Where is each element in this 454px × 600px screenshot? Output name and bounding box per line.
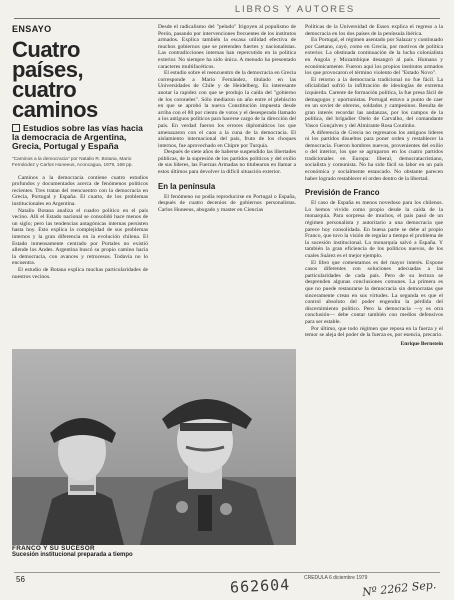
section-header: LIBROS Y AUTORES: [234, 4, 356, 15]
title-line-2: cuatro caminos: [12, 77, 98, 122]
paragraph: Políticas de la Universidad de Essex explica el regreso a la democracia en los dos países de la península ibérica.: [305, 24, 443, 37]
paragraph: El fenómeno no podía reproducirse en Portugal o España, después de cuatro decenios de gobiernos personalistas. Carlos Huneeus, abogado y master en Ciencias: [158, 193, 296, 213]
paragraph: En Portugal, el régimen asentado por Salazar y continuado por Caetano, cayó, como en Grecia, por motivos de política exterior. La obstinada continuación de la lucha colonialista en Angola y Mozambique desangró al país. Humana y económicamente. Fueron aquí los propios institutos armados los que provocaron el término violento del "Estado Novo".: [305, 37, 443, 77]
column-3: [305, 24, 443, 347]
paragraph: El retorno a la democracia tradicional no fue fácil. La oficialidad sufrió la infiltración de ideologías de extrema izquierda. Carente de formación política, la fue presa fácil de demagogos y oportunistas. Portugal estuvo a punto de caer en un soviet de obreros, soldados y campesinos. Resulta de gran interés recordar las andanzas, por los campos de la política, del brigadier Otelo de Carvalho, del comandante Vasco Gonçalves y del Almirante Rosa Coutinho.: [305, 76, 443, 129]
paragraph: Después de siete años de haberse suspendido las libertades públicas, de la supresión de los partidos políticos y del exilio de sus líderes, las Fuerzas Armadas no titubearon en llamar a estos últimos para devolver la difícil situación exterior.: [158, 149, 296, 176]
paragraph: El caso de España es menos novedoso para los chilenos. Lo hemos vivido como propio desde la caída de la monarquía. Para sorpresa de muchos, el país pasó de un régimen personalista y autoritario a una democracia que parece hoy consolidada. En buena parte se debe al propio Franco, que tuvo la visión de regular a tiempo el problema de la sucesión institucional. La monarquía salvó a España. Y también la gran eficiencia de los políticos nuevos, de los cuales Suárez es el mejor ejemplo.: [305, 200, 443, 259]
column-1-text: [12, 175, 148, 281]
subhead-franco: Previsión de Franco: [305, 188, 380, 198]
page-number: 56: [16, 575, 25, 584]
column-2b-text: [158, 194, 296, 214]
paragraph: Desde el radicalismo del "peludo" Irigoyen al populismo de Perón, pasando por intervenciones frecuentes de los institutos armados. Explica también la escasa utilidad efectiva de muchos gobiernos que se pretenden fuertes y nacionalistas. Las contradicciones internas han repercutido en la política exterior. No siempre ha sido única. A menudo ha presentado caracteres multifacéticos.: [158, 24, 296, 70]
column-2: [158, 24, 296, 213]
paragraph: Caminos a la democracia contiene cuatro estudios profundos y documentados acerca de fenómenos políticos recientes. Tres tratan del reencuentro con la democracia en Grecia, Portugal y España. El cuarto, de los problemas institucionales en Argentina.: [12, 174, 148, 207]
paragraph: El estudio de Botana explica muchas particularidades de nuestros vecinos.: [12, 266, 148, 280]
caption-title: FRANCO Y SU SUCESOR: [12, 545, 95, 552]
subhead-peninsula: En la península: [158, 181, 216, 191]
handwritten-number: 662604: [229, 575, 291, 597]
column-3b-text: [305, 200, 443, 338]
photo-caption: [12, 545, 296, 558]
column-3-text: [305, 24, 443, 182]
kicker-box-icon: [12, 124, 20, 132]
photo-illustration: [12, 349, 296, 545]
article-label: ENSAYO: [12, 24, 52, 34]
paragraph: Natalio Botana analiza el cuadro político en el país vecino. Allí el Estado nacional se consolidó hace menos de un siglo; pero las tendencias antagónicas internas persisten hasta hoy. Esto explica la complejidad de sus problemas internos y la gran diferencia en la evolución chilena. El Estado inmensamente centrado por Portales no existió allende los Andes. Argentina buscó su propio camino hacia la democracia, con avances y retrocesos. Todavía no lo encuentra.: [12, 207, 148, 267]
article-kicker: [12, 124, 148, 152]
author-signature: Enrique Bernstein: [400, 340, 443, 347]
column-1: [12, 24, 148, 280]
paragraph: A diferencia de Grecia no regresaron los antiguos líderes ni los partidos disueltos para poner orden y restablecer la democracia. Fueron hombres nuevos, provenientes del exilio o del interior, los que se agruparon en los cuatro partidos tradicionales en Europa: liberal, democratacristiano, socialista y comunista. No ha sido fácil su labor en un país económica y socialmente estancado. No obstante parecen haber logrado restablecer el orden dentro de la libertad.: [305, 129, 443, 182]
paragraph: El estudio sobre el reencuentro de la democracia en Grecia corresponde a Mario Fernández, titulado en las Universidades de Chile y de Heidelberg. Es interesante anotar la rapidez con que se produjo la caída del "gobierno de los coroneles". Sólo mediaron un año entre el plebiscito en que se aprobó la nueva Constitución impuesta desde arriba con el 80 por ciento de votos y el desesperado llamado a los antiguos políticos para hacerse cargo de la dirección del país. En verdad fueron los errores diplomáticos los que amenazaron con el caos a la cuna de la democracia. El aislamiento internacional del país, fruto de los choques internos, fue aprovechado en Chipre por Turquía.: [158, 70, 296, 149]
footer-date: CREDULA 6 diciembre 1979: [304, 575, 368, 581]
article-title: [12, 37, 148, 122]
kicker-text: Estudios sobre las vías hacia la democracia de Argentina, Grecia, Portugal y España: [12, 123, 143, 152]
footer-rule: [14, 572, 440, 573]
header-rule: [14, 18, 440, 19]
column-2-text: [158, 24, 296, 176]
paragraph: El libro que comentamos es del mayor interés. Expone casos diferentes con soluciones adecuadas a las particularidades de cada país. Pero de su lectura se desprenden algunas conclusiones comunes. La primera es que no puede restaurarse la democracia sin democratas que sinceramente crean en sus virtudes. La segunda es que el control absoluto del poder engendra la pérdida del discernimiento político. Pero la democracia —y es otra conclusión— debe contar también con medios defensivos para ser estable.: [305, 259, 443, 325]
title-line-1: Cuatro países,: [12, 37, 84, 82]
paragraph: Por último, que todo régimen que reposa en la fuerza y el temor se aleja del poder de la fuerza es, por esencia, precario.: [305, 325, 443, 339]
caption-subtitle: Sucesión institucional preparada a tiempo: [12, 552, 133, 558]
handwritten-reference: Nº 2262 Sep.: [361, 578, 437, 599]
photo-franco-successor: [12, 349, 296, 545]
book-credit: "Caminos a la democracia" por Natalio R. Botana, Mario Fernández y Carlos Huneeus, Aconcagua, 1979, 168 pp.: [12, 156, 133, 168]
